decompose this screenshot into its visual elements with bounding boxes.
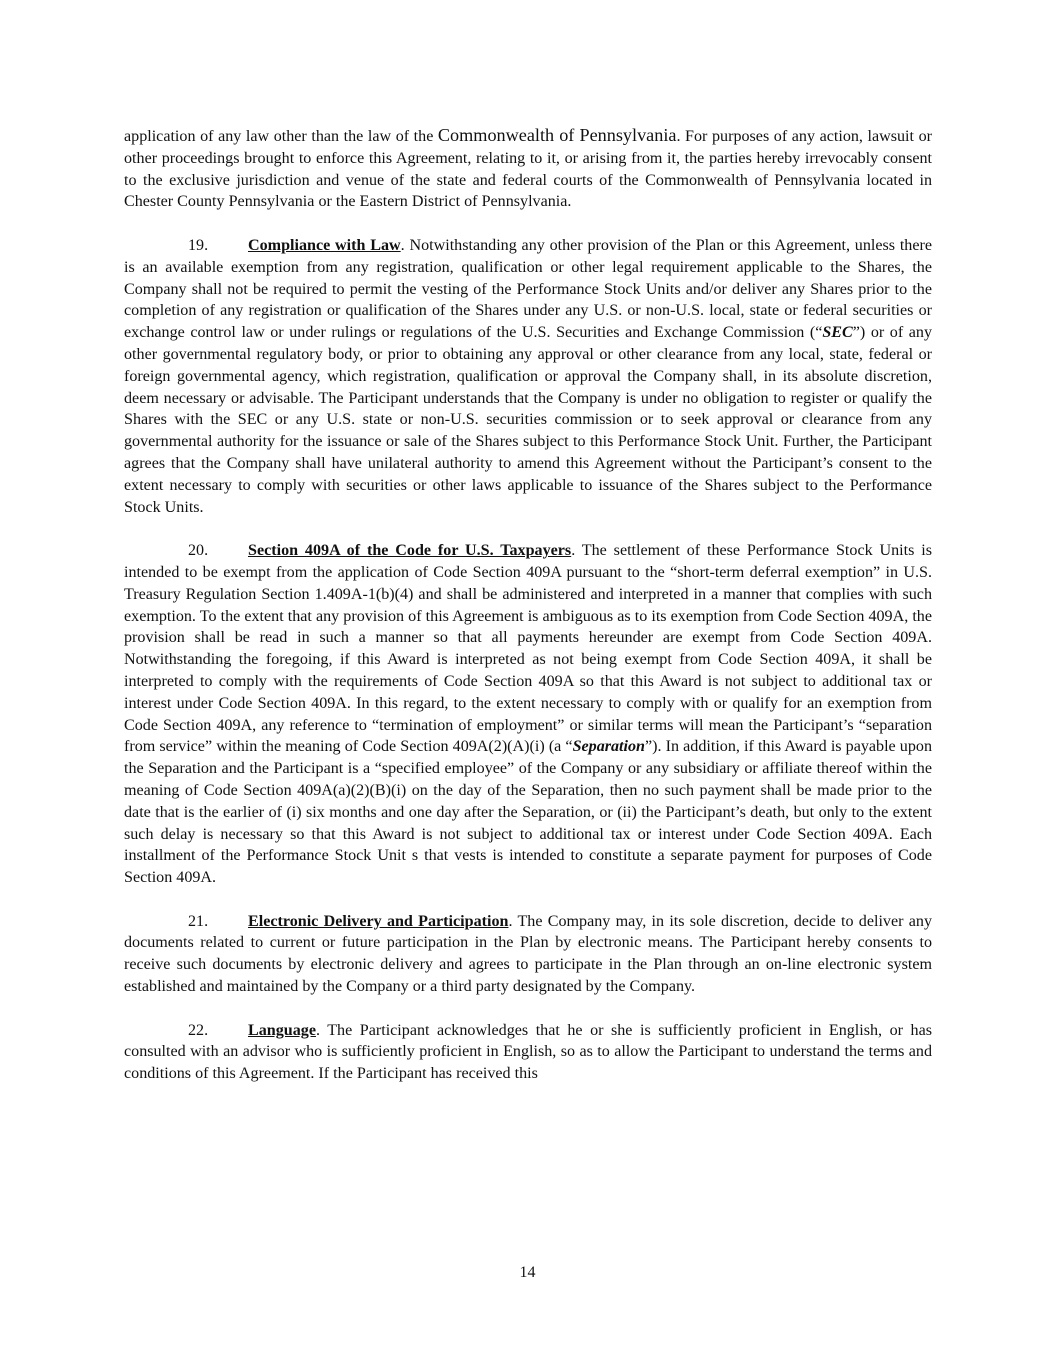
- section-19-text-a: . Notwithstanding any other provision of the Plan or this Agreement, unless there is an available exemption from any registration, qualification or other legal requirement applicable to the Shares, the Company shall not be required to permit the vesting of the Performance Stock Units and/or deliver any Shares prior to the completion of any registration or qualification of the Shares under any U.S. or non-U.S. local, state or federal securities or exchange control law or under rulings or regulations of the U.S. Securities and Exchange Commission (“: [124, 236, 932, 342]
- section-22-text: . The Participant acknowledges that he or she is sufficiently proficient in English, or has consulted with an advisor who is sufficiently proficient in English, so as to allow the Participant to understand the terms and conditions of this Agreement. If the Participant has received this: [124, 1021, 932, 1083]
- paragraph-continuation: [124, 125, 932, 213]
- continuation-text-a: application of any law other than the law of the: [124, 128, 438, 145]
- section-20: [124, 540, 932, 889]
- section-20-number: 20.: [188, 542, 209, 560]
- section-20-text-a: . The settlement of these Performance Stock Units is intended to be exempt from the application of Code Section 409A pursuant to the “short-term deferral exemption” in U.S. Treasury Regulation Section 1.409A-1(b)(4) and shall be administered and interpreted in a manner that complies with such exemption. To the extent that any provision of this Agreement is ambiguous as to its exemption from Code Section 409A, the provision shall be read in such a manner so that all payments hereunder are exempt from Code Section 409A. Notwithstanding the foregoing, if this Award is interpreted as not being exempt from Code Section 409A, it shall be interpreted to comply with the requirements of Code Section 409A so that this Award is not subject to additional tax or interest under Code Section 409A. In this regard, to the extent necessary to comply with or qualify for an exemption from Code Section 409A, any reference to “termination of employment” or similar terms will mean the Participant’s “separation from service” within the meaning of Code Section 409A(2)(A)(i) (a “: [124, 542, 932, 756]
- section-21-number: 21.: [188, 912, 209, 930]
- section-19-defined-term: SEC: [822, 324, 853, 342]
- section-22: [124, 1020, 932, 1085]
- section-20-heading: Section 409A of the Code for U.S. Taxpayers: [248, 542, 572, 560]
- section-21-heading: Electronic Delivery and Participation: [248, 912, 509, 930]
- section-22-heading: Language: [248, 1021, 316, 1039]
- document-page: [124, 125, 932, 1107]
- section-19: [124, 235, 932, 518]
- page-number: 14: [519, 1264, 536, 1281]
- continuation-text-b: . For purposes of any action, lawsuit or other proceedings brought to enforce this Agreement, relating to it, or arising from it, the parties hereby irrevocably consent to the exclusive jurisdiction and venue of the state and federal courts of the Commonwealth of Pennsylvania located in Chester County Pennsylvania or the Eastern District of Pennsylvania.: [124, 128, 932, 211]
- continuation-commonwealth: Commonwealth of Pennsylvania: [437, 125, 677, 145]
- section-21: [124, 911, 932, 998]
- section-21-text: . The Company may, in its sole discretion, decide to deliver any documents related to current or future participation in the Plan by electronic means. The Participant hereby consents to receive such documents by electronic delivery and agrees to participate in the Plan through an on-line electronic system established and maintained by the Company or a third party designated by the Company.: [124, 912, 932, 996]
- section-19-heading: Compliance with Law: [248, 236, 401, 254]
- section-19-text-b: ”) or of any other governmental regulatory body, or prior to obtaining any approval or other clearance from any local, state, federal or foreign governmental agency, which registration, qualification or approval the Company shall, in its absolute discretion, deem necessary or advisable. The Participant understands that the Company is under no obligation to register or qualify the Shares with the SEC or any U.S. state or non-U.S. securities commission or to seek approval or clearance from any governmental authority for the issuance or sale of the Shares subject to this Performance Stock Unit. Further, the Participant agrees that the Company shall have unilateral authority to amend this Agreement without the Participant’s consent to the extent necessary to comply with securities or other laws applicable to issuance of the Shares subject to the Performance Stock Units.: [124, 324, 933, 516]
- section-22-number: 22.: [188, 1021, 209, 1039]
- section-20-defined-term: Separation: [572, 738, 646, 756]
- section-19-number: 19.: [188, 236, 209, 254]
- section-20-text-b: ”). In addition, if this Award is payable upon the Separation and the Participant is a “specified employee” of the Company or any subsidiary or affiliate thereof within the meaning of Code Section 409A(a)(2)(B)(i) on the day of the Separation, then no such payment shall be made prior to the date that is the earlier of (i) six months and one day after the Separation, or (ii) the Participant’s death, but only to the extent such delay is necessary so that this Award is not subject to additional tax or interest under Code Section 409A. Each installment of the Performance Stock Unit s that vests is intended to constitute a separate payment for purposes of Code Section 409A.: [124, 738, 932, 887]
